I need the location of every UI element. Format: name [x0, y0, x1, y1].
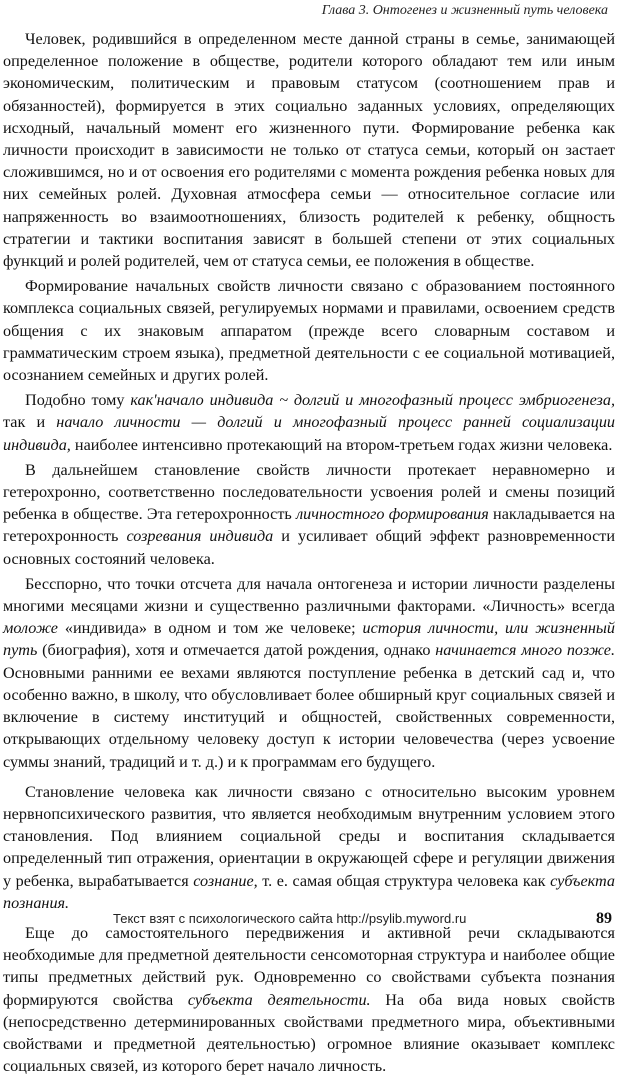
paragraph	[3, 389, 615, 456]
text-run: Формирование начальных свойств личности связано с образованием постоянного комплекса социальных связей, регулируемых нормами и правилами, освоением средств общения с их знаковым аппаратом (прежде всего словарным составом и грамматическим строем языка), предметной деятельности с ее социальной мотивацией, осознанием семейных и других ролей.	[3, 277, 615, 385]
text-run: Бесспорно, что точки отсчета для начала онтогенеза и истории личности разделены многими месяцами жизни и существенно различными факторами. «Личность» всегда	[3, 574, 615, 616]
text-run: и усиливает общий эффект разновременности основных состояний человека.	[3, 527, 615, 568]
italic-run: личностного формирования	[296, 505, 489, 524]
text-run: В дальнейшем становление свойств личности протекает неравномерно и гетерохронно, соответственно последовательности усвоения ролей и смены позиций ребенка в обществе. Эта гетерохронность	[3, 460, 615, 524]
italic-run: как'начало индивида ~ долгий и многофазный процесс эмбриогенеза,	[130, 391, 615, 410]
source-note: Текст взят с психологического сайта http://psylib.myword.ru	[113, 911, 467, 926]
paragraph	[3, 275, 615, 386]
italic-run: субъекта деятельности.	[187, 990, 371, 1009]
italic-run: созревания индивида	[126, 527, 274, 546]
italic-run: моложе	[3, 619, 58, 638]
italic-run: история личности, или жизненный путь	[3, 619, 615, 660]
paragraph	[3, 459, 615, 570]
text-run: (биография), хотя и отмечается датой рождения, однако	[37, 641, 436, 660]
text-run: т. е. самая общая структура человека как	[257, 871, 551, 890]
text-run: Человек, родившийся в определенном месте данной страны в семье, занимающей определенное положение в обществе, родители которого обладают тем или иным экономическим, политическим и правовым статусом (соотношением прав и обязанностей), формируется в этих социально заданных условиях, определяющих исходный, начальный момент его жизненного пути. Формирование ребенка как личности происходит в зависимости не только от статуса семьи, который он застает сложившимся, но и от освоения его родителями с момента рождения ребенка новых для них семейных ролей. Духовная атмосфера семьи — относительное согласие или напряженность во взаимоотношениях, близость родителей к ребенку, общность стратегии и тактики воспитания зависят в большей степени от этих социальных функций и ролей родителей, чем от статуса семьи, ее положения в обществе.	[3, 30, 615, 271]
paragraph	[3, 573, 615, 773]
italic-run: начало личности — долгий и многофазный процесс ранней социализации индивида,	[3, 413, 616, 454]
text-run: наиболее интенсивно протекающий на втором-третьем годах жизни человека.	[70, 435, 613, 454]
italic-run: начинается много позже.	[435, 641, 615, 660]
text-run: так и	[3, 413, 57, 432]
paragraph	[3, 922, 615, 1077]
text-run: «индивида» в одном и том же человеке;	[58, 619, 363, 638]
text-run: Подобно тому	[25, 391, 131, 410]
page-number: 89	[596, 910, 612, 927]
text-run: накладывается на гетерохронность	[3, 505, 615, 546]
text-run: Становление человека как личности связано с относительно высоким уровнем нервнопсихического развития, что является необходимым внутренним условием этого становления. Под влиянием социальной среды и воспитания складывается определенный тип отражения, ориентации в окружающей сфере и регуляции движения у ребенка, вырабатывается	[3, 782, 615, 890]
text-run: Основными ранними ее вехами являются поступление ребенка в детский сад и, что особенно важно, в школу, что обусловливает более обширный круг социальных связей и включение в систему институций и общностей, свойственных современности, открывающих отдельному человеку доступ к истории человечества (через усвоение суммы знаний, традиций и т. д.) и к программам его будущего.	[3, 663, 615, 771]
paragraph	[3, 781, 615, 914]
running-head: Глава 3. Онтогенез и жизненный путь человека	[321, 3, 608, 18]
paragraph	[3, 28, 615, 272]
text-run: На оба вида новых свойств (непосредственно детерминированных свойствами предметного мира, объективными свойствами и предметной деятельностью) огромное влияние оказывает комплекс социальных связей, из которого берет начало личность.	[3, 990, 615, 1076]
text-run: Еще до самостоятельного передвижения и активной речи складываются необходимые для предметной деятельности сенсомоторная структура и наиболее общие типы предметных действий рук. Одновременно со свойствами субъекта познания формируются свойства	[3, 923, 615, 1009]
italic-run: субъекта познания.	[3, 871, 615, 912]
italic-run: сознание,	[193, 871, 258, 890]
